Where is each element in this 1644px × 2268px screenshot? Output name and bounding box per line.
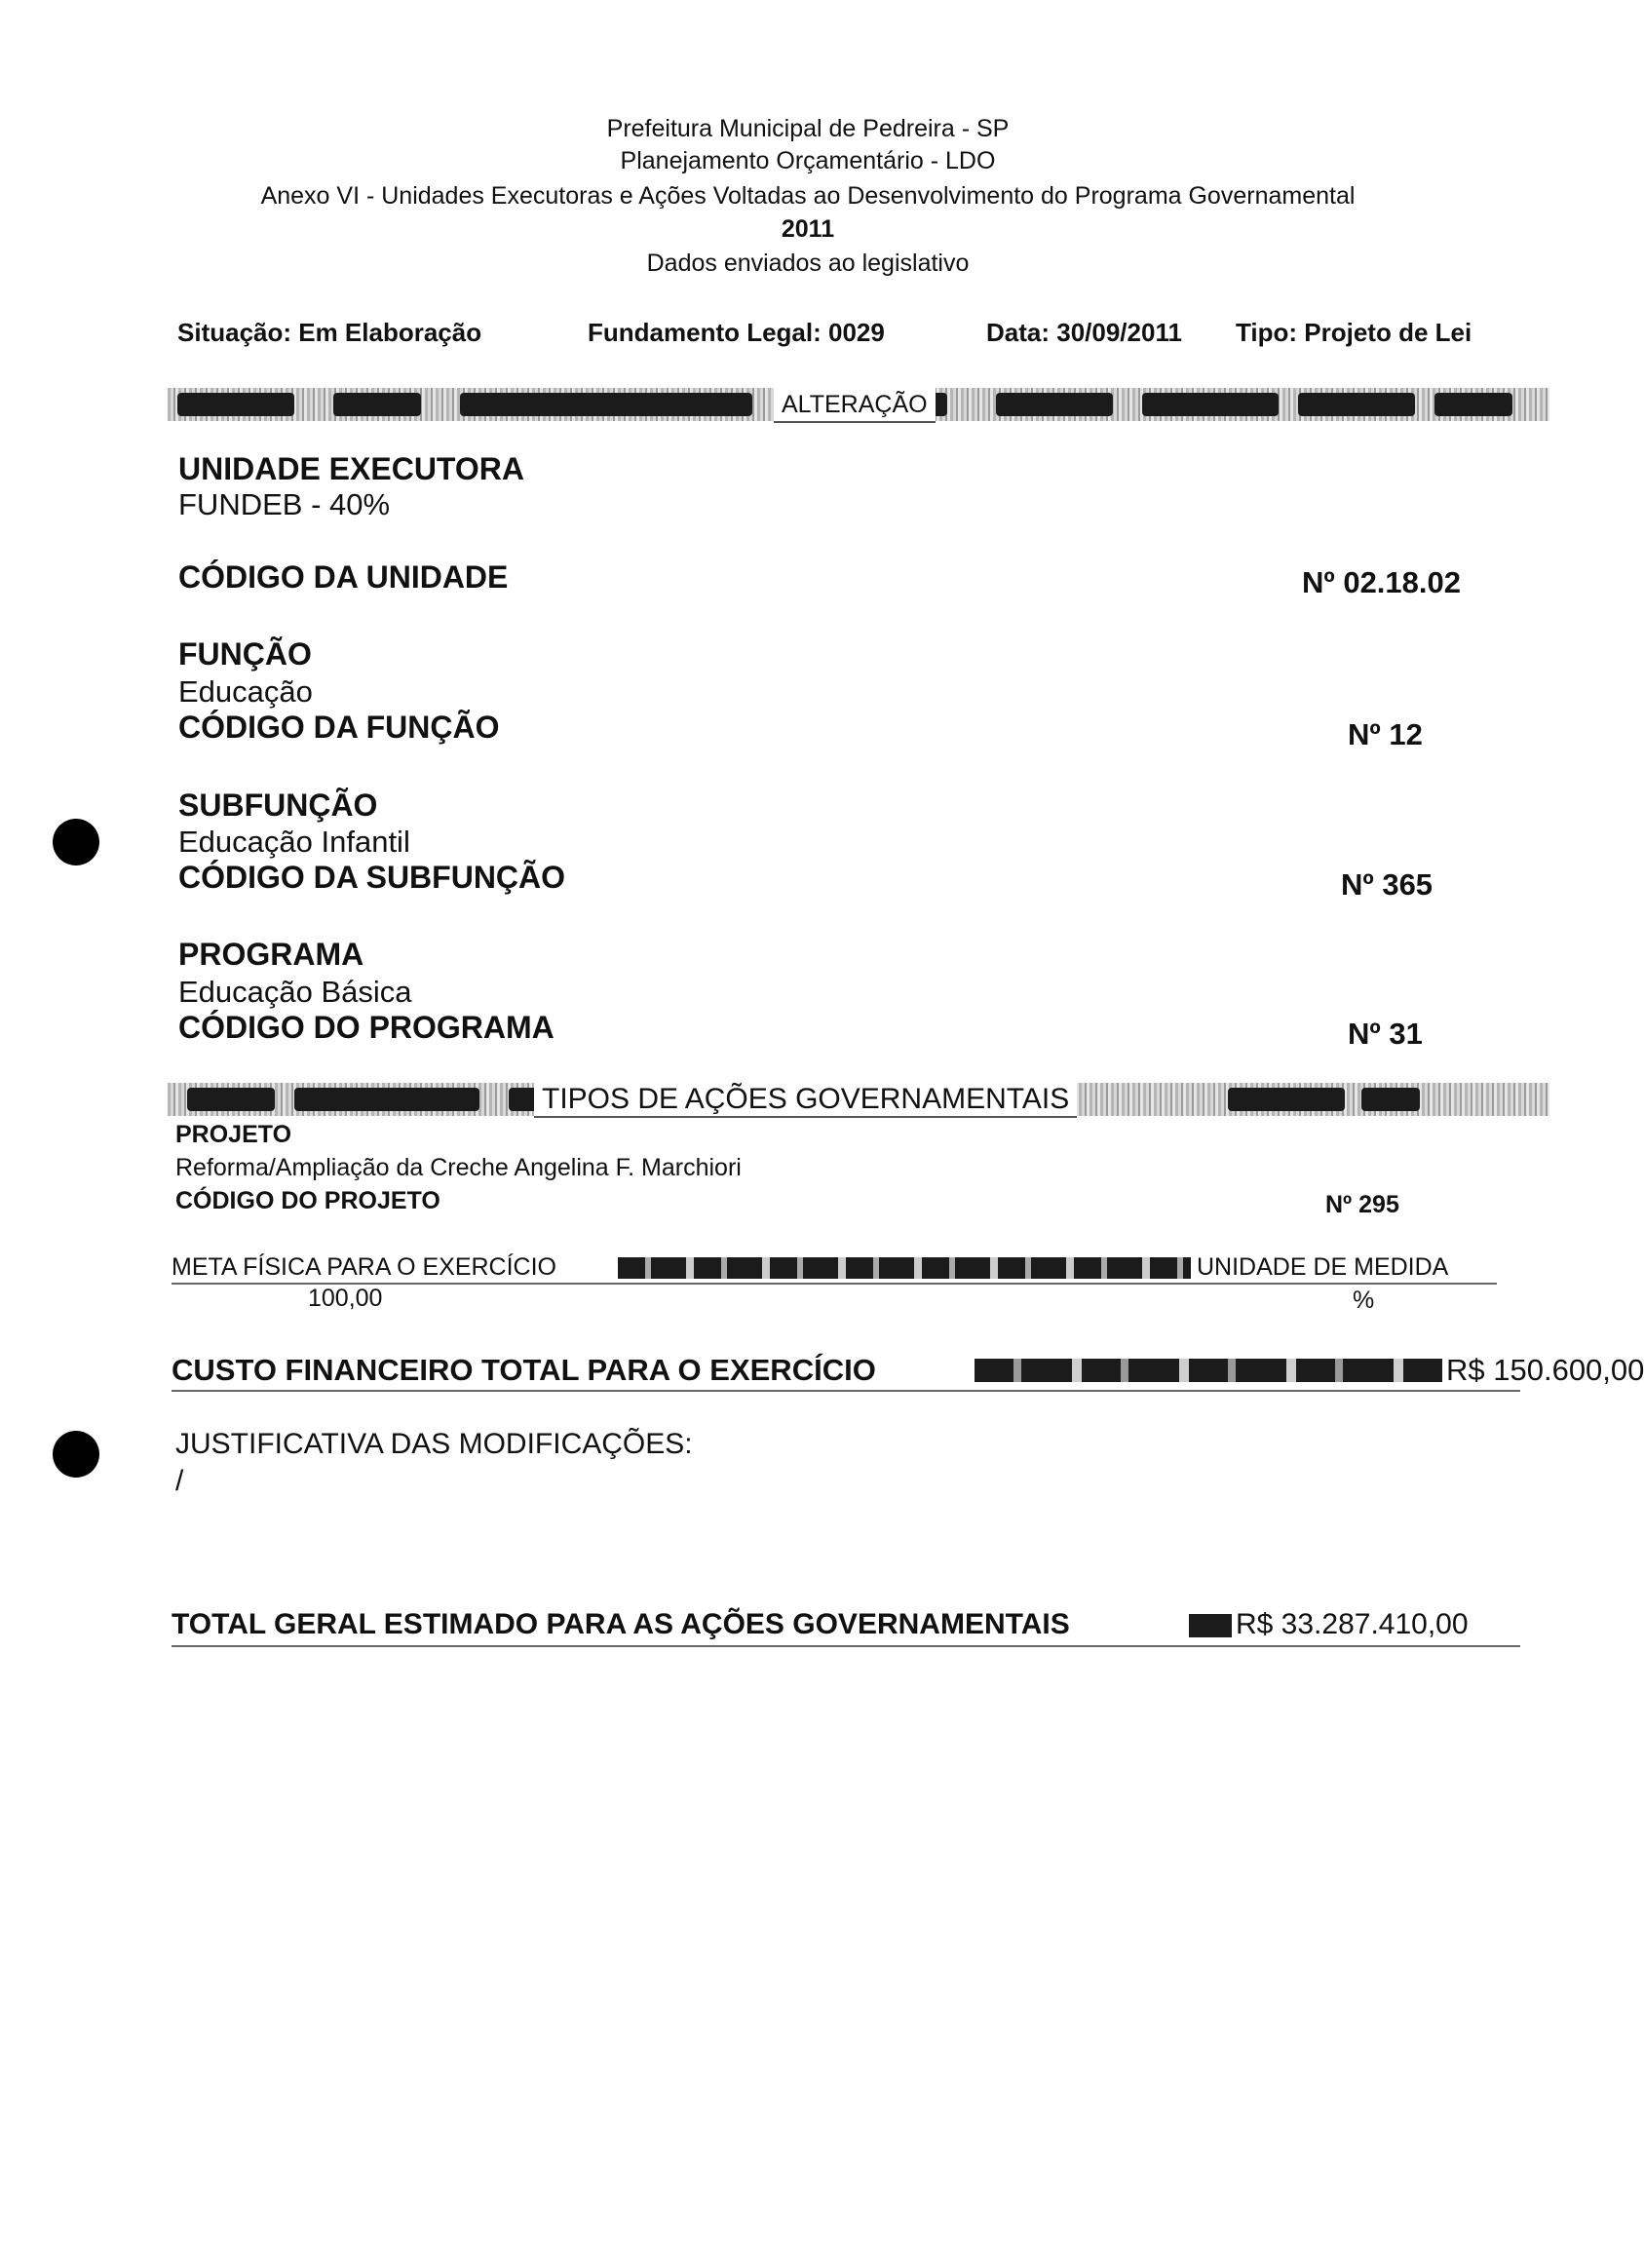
- funcao-value: Educação: [178, 674, 313, 709]
- unidade-medida-label: UNIDADE DE MEDIDA: [1191, 1253, 1448, 1282]
- punch-hole: [53, 1431, 99, 1478]
- programa-code: Nº 31: [1348, 1017, 1423, 1051]
- unidade-code-label: CÓDIGO DA UNIDADE: [178, 559, 509, 595]
- justificativa-value: /: [175, 1465, 184, 1497]
- header-status-note: Dados enviados ao legislativo: [646, 250, 970, 277]
- funcao-title: FUNÇÃO: [178, 636, 312, 672]
- custo-value: R$ 150.600,00: [1446, 1353, 1644, 1387]
- header-municipality: Prefeitura Municipal de Pedreira - SP: [606, 115, 1010, 142]
- redaction-mark: [1361, 1088, 1420, 1111]
- meta-fundamento: Fundamento Legal: 0029: [588, 318, 885, 347]
- unidade-title: UNIDADE EXECUTORA: [178, 451, 524, 486]
- redaction-mark: [333, 393, 421, 416]
- subfuncao-value: Educação Infantil: [178, 825, 410, 859]
- header-annex: Anexo VI - Unidades Executoras e Ações Voltadas ao Desenvolvimento do Programa Governamental: [260, 182, 1356, 210]
- underline: [172, 1390, 1520, 1392]
- total-row: [168, 1608, 1549, 1643]
- meta-situacao: Situação: Em Elaboração: [177, 318, 482, 347]
- programa-title: PROGRAMA: [178, 937, 364, 972]
- projeto-code-label: CÓDIGO DO PROJETO: [175, 1187, 440, 1214]
- unidade-medida-value: %: [1353, 1287, 1375, 1314]
- redaction-mark: [187, 1088, 275, 1111]
- custo-label: CUSTO FINANCEIRO TOTAL PARA O EXERCÍCIO: [172, 1353, 876, 1387]
- meta-tipo: Tipo: Projeto de Lei: [1236, 318, 1472, 347]
- redaction-mark: [460, 393, 752, 416]
- programa-code-label: CÓDIGO DO PROGRAMA: [178, 1010, 554, 1045]
- unidade-value: FUNDEB - 40%: [178, 487, 391, 521]
- projeto-title: PROJETO: [175, 1121, 292, 1148]
- subfuncao-code-label: CÓDIGO DA SUBFUNÇÃO: [178, 860, 566, 895]
- redaction-mark: [996, 393, 1113, 416]
- underline: [172, 1645, 1520, 1647]
- projeto-code: Nº 295: [1325, 1191, 1399, 1218]
- justificativa-label: JUSTIFICATIVA DAS MODIFICAÇÕES:: [175, 1428, 693, 1460]
- meta-fisica-label: META FÍSICA PARA O EXERCÍCIO: [172, 1253, 556, 1281]
- programa-value: Educação Básica: [178, 975, 412, 1009]
- alteracao-label: ALTERAÇÃO: [774, 388, 936, 423]
- unidade-code: Nº 02.18.02: [1302, 565, 1461, 599]
- redaction-mark: [1298, 393, 1415, 416]
- redaction-mark: [294, 1088, 479, 1111]
- redaction-mark: [1189, 1614, 1232, 1637]
- meta-fisica-row: [168, 1253, 1549, 1283]
- punch-hole: [53, 819, 99, 865]
- header-year: 2011: [781, 215, 835, 243]
- header-planning: Planejamento Orçamentário - LDO: [620, 147, 996, 174]
- redaction-mark: [975, 1359, 1442, 1382]
- redaction-mark: [1228, 1088, 1345, 1111]
- meta-fisica-value: 100,00: [308, 1285, 383, 1312]
- redaction-mark: [177, 393, 294, 416]
- redaction-mark: [1434, 393, 1512, 416]
- redaction-mark: [1142, 393, 1279, 416]
- projeto-value: Reforma/Ampliação da Creche Angelina F. Marchiori: [175, 1154, 742, 1181]
- tipos-acoes-label: TIPOS DE AÇÕES GOVERNAMENTAIS: [534, 1083, 1077, 1118]
- subfuncao-title: SUBFUNÇÃO: [178, 788, 378, 823]
- total-value: R$ 33.287.410,00: [1236, 1608, 1469, 1640]
- funcao-code-label: CÓDIGO DA FUNÇÃO: [178, 710, 500, 745]
- tipos-acoes-bar: [168, 1083, 1549, 1116]
- custo-row: [168, 1353, 1644, 1388]
- subfuncao-code: Nº 365: [1341, 867, 1434, 902]
- total-label: TOTAL GERAL ESTIMADO PARA AS AÇÕES GOVERNAMENTAIS: [172, 1608, 1070, 1640]
- funcao-code: Nº 12: [1348, 717, 1423, 751]
- meta-data: Data: 30/09/2011: [986, 318, 1182, 347]
- alteracao-bar: [168, 388, 1549, 421]
